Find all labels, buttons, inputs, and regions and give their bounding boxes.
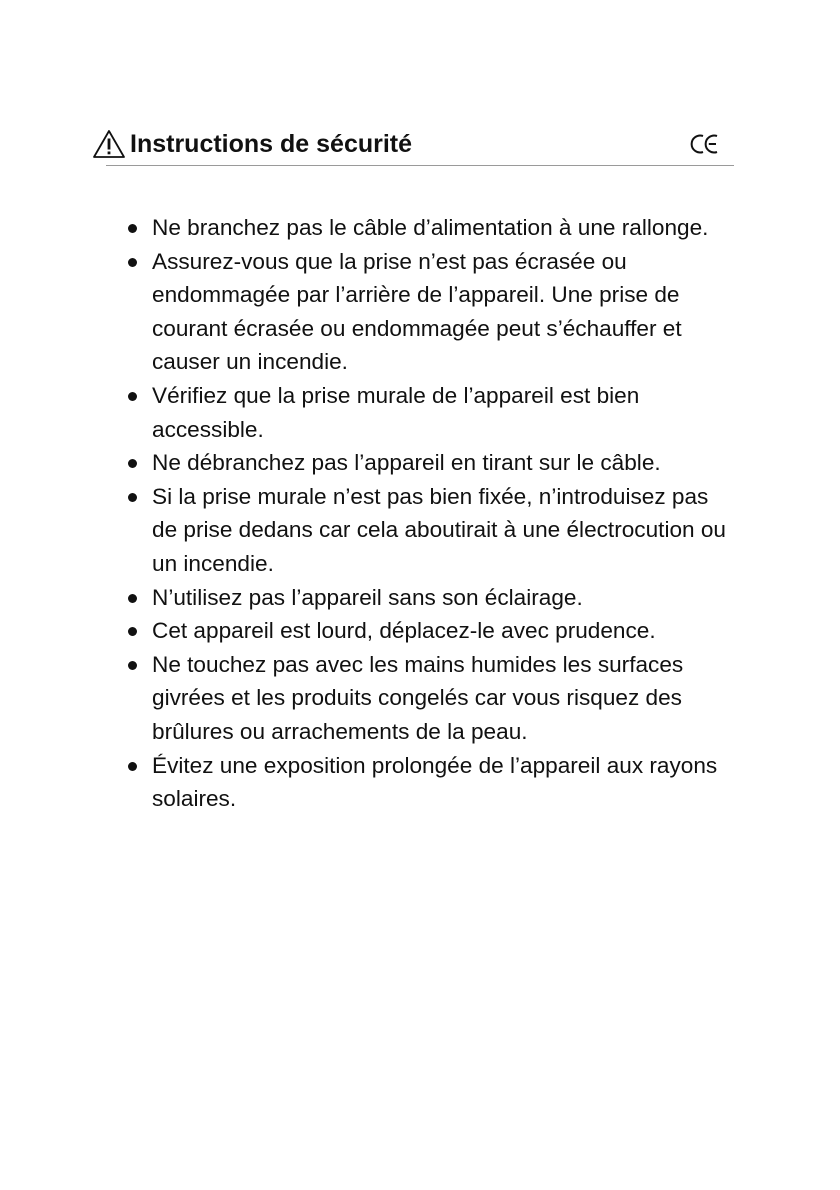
- instruction-text: Ne touchez pas avec les mains humides les surfaces givrées et les produits congelés car vous risquez des brûlures ou arrachements de la peau.: [152, 651, 684, 744]
- list-item: [128, 480, 738, 581]
- instruction-text: Si la prise murale n’est pas bien fixée, n’introduisez pas de prise dedans car cela aboutirait à une électrocution ou un incendie.: [152, 483, 727, 576]
- ce-mark-icon: [690, 133, 720, 155]
- instruction-text: Vérifiez que la prise murale de l’appareil est bien accessible.: [152, 382, 640, 442]
- list-item: [128, 581, 738, 615]
- section-title: Instructions de sécurité: [130, 130, 413, 158]
- bullet-icon: [128, 392, 137, 401]
- list-item: [128, 614, 738, 648]
- bullet-icon: [128, 224, 137, 233]
- safety-instructions-list: [128, 211, 738, 816]
- instruction-text: Assurez-vous que la prise n’est pas écrasée ou endommagée par l’arrière de l’appareil. Une prise de courant écrasée ou endommagée peut s’échauffer et causer un incendie.: [152, 248, 682, 375]
- bullet-icon: [128, 627, 137, 636]
- warning-triangle-icon: [92, 129, 126, 159]
- list-item: [128, 379, 738, 446]
- list-item: [128, 245, 738, 379]
- bullet-icon: [128, 258, 137, 267]
- list-item: [128, 648, 738, 749]
- list-item: [128, 446, 738, 480]
- instruction-text: Ne débranchez pas l’appareil en tirant sur le câble.: [152, 450, 661, 476]
- bullet-icon: [128, 661, 137, 670]
- list-item: [128, 211, 738, 245]
- instruction-text: N’utilisez pas l’appareil sans son éclairage.: [152, 584, 583, 610]
- bullet-icon: [128, 594, 137, 603]
- section-header: [90, 124, 734, 166]
- header-divider: [106, 165, 734, 166]
- instruction-text: Cet appareil est lourd, déplacez-le avec prudence.: [152, 618, 656, 644]
- instruction-text: Évitez une exposition prolongée de l’appareil aux rayons solaires.: [152, 752, 718, 812]
- bullet-icon: [128, 493, 137, 502]
- instruction-text: Ne branchez pas le câble d’alimentation à une rallonge.: [152, 215, 709, 240]
- list-item: [128, 749, 738, 816]
- bullet-icon: [128, 762, 137, 771]
- bullet-icon: [128, 459, 137, 468]
